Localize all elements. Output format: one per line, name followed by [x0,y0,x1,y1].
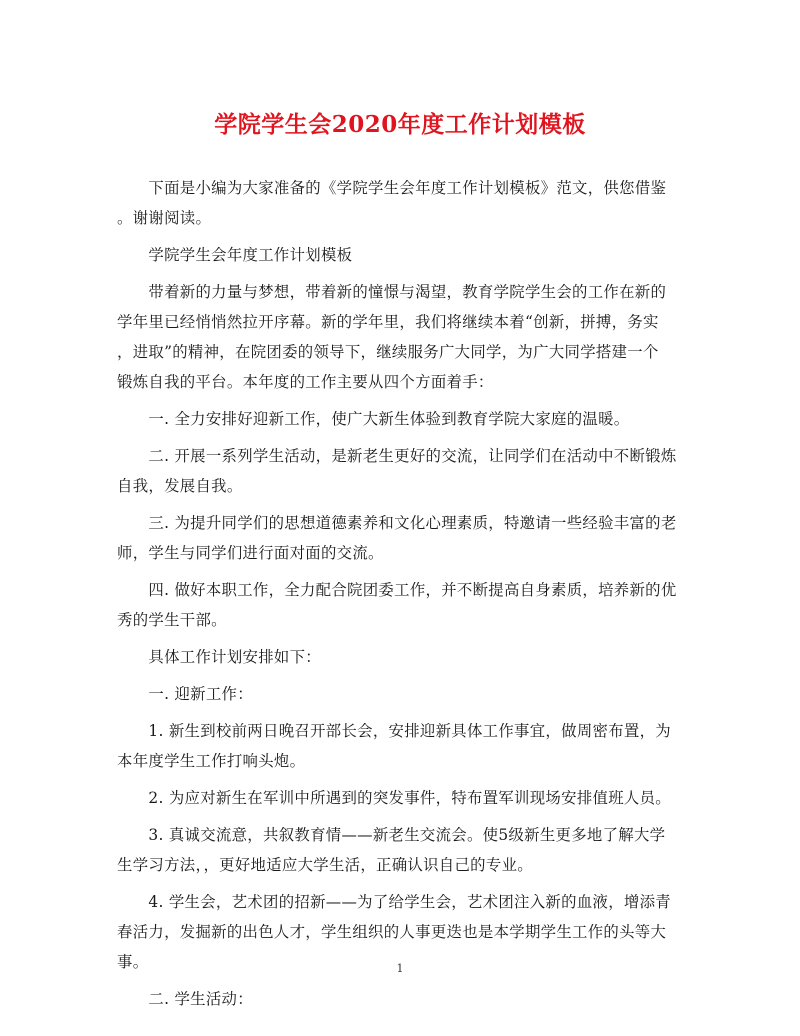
paragraph [117,984,683,1014]
text-line: 师，学生与同学们进行面对面的交流。 [117,544,384,562]
text-line: 具体工作计划安排如下： [117,648,321,666]
paragraph [117,173,683,233]
text-line: 学院学生会年度工作计划模板 [117,246,353,264]
paragraph [117,404,683,434]
paragraph [117,679,683,709]
text-line: 三. 为提升同学们的思想道德素养和文化心理素质，特邀请一些经验丰富的老 [117,514,677,532]
text-line: 1. 新生到校前两日晚召开部长会，安排迎新具体工作事宜，做周密布置，为 [117,722,671,740]
paragraph [117,820,683,880]
paragraph [117,240,683,270]
document-body [117,173,683,1021]
text-line: 3. 真诚交流意，共叙教育情——新老生交流会。使5级新生更多地了解大学 [117,826,666,844]
paragraph [117,277,683,397]
text-line: 事。 [117,953,149,971]
text-line: 一. 迎新工作： [117,685,253,703]
text-line: 带着新的力量与梦想，带着新的憧憬与渴望，教育学院学生会的工作在新的 [117,283,667,301]
text-line: 春活力，发掘新的出色人才，学生组织的人事更迭也是本学期学生工作的头等大 [117,923,667,941]
text-line: 生学习方法，，更好地适应大学生活，正确认识自己的专业。 [117,856,533,874]
text-line: 本年度学生工作打响头炮。 [117,752,306,770]
paragraph [117,508,683,568]
text-line: 秀的学生干部。 [117,611,227,629]
text-line: 。谢谢阅读。 [117,209,212,227]
paragraph [117,575,683,635]
text-line: 4. 学生会，艺术团的招新——为了给学生会，艺术团注入新的血液，增添青 [117,893,671,911]
text-line: 四. 做好本职工作，全力配合院团委工作，并不断提高自身素质，培养新的优 [117,581,677,599]
page-number: 1 [396,962,404,975]
text-line: ，进取”的精神，在院团委的领导下，继续服务广大同学，为广大同学搭建一个 [117,343,659,361]
text-line: 二. 学生活动： [117,990,253,1008]
text-line: 2. 为应对新生在军训中所遇到的突发事件，特布置军训现场安排值班人员。 [117,789,671,807]
text-line: 学年里已经悄悄然拉开序幕。新的学年里，我们将继续本着“创新，拼搏，务实 [117,313,659,331]
paragraph [117,441,683,501]
paragraph [117,716,683,776]
text-line: 一. 全力安排好迎新工作，使广大新生体验到教育学院大家庭的温暖。 [117,410,630,428]
text-line: 自我，发展自我。 [117,477,243,495]
text-line: 二. 开展一系列学生活动，是新老生更好的交流，让同学们在活动中不断锻炼 [117,447,677,465]
text-line: 下面是小编为大家准备的《学院学生会年度工作计划模板》范文，供您借鉴 [117,179,667,197]
text-line: 锻炼自我的平台。本年度的工作主要从四个方面着手： [117,373,494,391]
paragraph [117,642,683,672]
paragraph [117,783,683,813]
document-title: 学院学生会2020年度工作计划模板 [214,111,586,138]
